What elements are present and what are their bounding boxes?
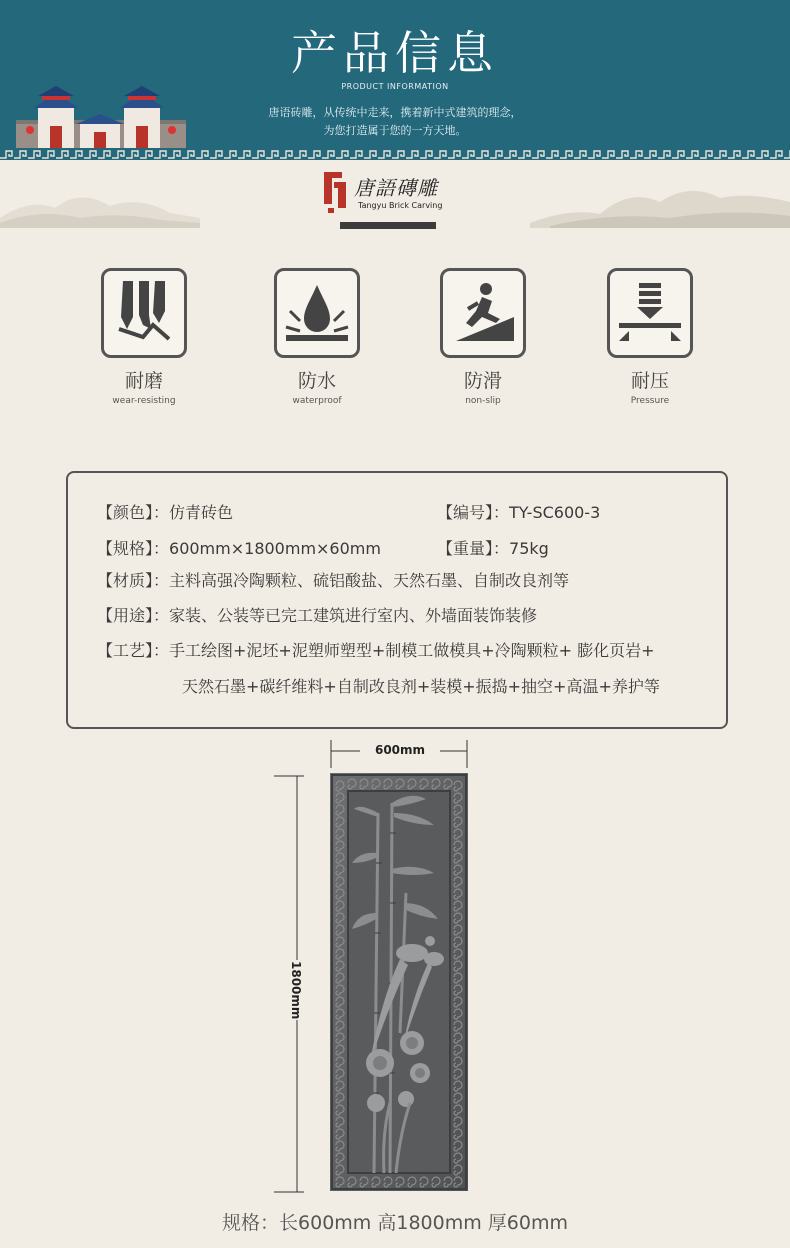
page-title: 产品信息 <box>291 26 499 80</box>
feature-pressure <box>590 268 710 406</box>
spec-caption: 规格：长600mm 高1800mm 厚60mm <box>222 1212 568 1234</box>
water-drop-icon <box>274 268 360 358</box>
description-line-1: 唐语砖雕，从传统中走来，携着新中式建筑的理念， <box>268 106 522 119</box>
brand-name-cn: 唐語磚雕 <box>354 176 438 200</box>
spec-color-value: 仿青砖色 <box>169 503 234 522</box>
feature-label-cn: 防水 <box>297 370 336 392</box>
spec-material-label: 【材质】： <box>97 571 170 590</box>
brick-carving-panel-image <box>330 773 468 1191</box>
spec-craft-label: 【工艺】： <box>97 641 170 660</box>
brand-logo-icon <box>320 168 350 214</box>
spec-weight-value: 75kg <box>509 539 549 558</box>
feature-waterproof <box>257 268 377 406</box>
brand-name-en: Tangyu Brick Carving <box>358 201 443 210</box>
feature-wear-resisting <box>84 268 204 406</box>
spec-material <box>97 568 569 591</box>
spec-usage-value: 家装、公装等已完工建筑进行室内、外墙面装饰装修 <box>169 606 538 625</box>
fret-border <box>0 148 790 160</box>
feature-label-en: Pressure <box>630 396 670 406</box>
spec-size-label: 【规格】： <box>97 539 170 558</box>
spec-size-value: 600mm×1800mm×60mm <box>169 539 381 558</box>
spec-color-label: 【颜色】： <box>97 503 170 522</box>
feature-label-cn: 耐压 <box>630 370 669 392</box>
spec-craft <box>97 638 655 661</box>
press-icon <box>607 268 693 358</box>
banner-description <box>210 104 580 140</box>
spec-code-value: TY-SC600-3 <box>509 503 601 522</box>
spec-code <box>437 500 600 523</box>
spec-usage-label: 【用途】： <box>97 606 170 625</box>
width-label: 600mm <box>360 743 440 757</box>
spec-size <box>97 536 381 559</box>
spec-color <box>97 500 233 523</box>
feature-label-en: wear-resisting <box>112 396 176 406</box>
castle-illustration <box>16 86 186 152</box>
header-banner <box>0 0 790 156</box>
feature-label-en: waterproof <box>292 396 342 406</box>
description-line-2: 为您打造属于您的一方天地。 <box>323 124 467 137</box>
spec-usage <box>97 603 537 626</box>
mountain-painting-right <box>530 178 790 228</box>
height-label: 1800mm <box>271 960 321 1020</box>
spec-material-value: 主料高强冷陶颗粒、硫铝酸盐、天然石墨、自制改良剂等 <box>169 571 570 590</box>
slipping-person-icon <box>440 268 526 358</box>
spec-craft-continued <box>182 674 660 697</box>
feature-label-cn: 防滑 <box>463 370 502 392</box>
feature-label-cn: 耐磨 <box>124 370 163 392</box>
spec-craft-value-line-2: 天然石墨+碳纤维料+自制改良剂+装模+振捣+抽空+高温+养护等 <box>182 677 660 696</box>
wear-resisting-icon <box>101 268 187 358</box>
spec-code-label: 【编号】： <box>437 503 510 522</box>
page-subtitle: PRODUCT INFORMATION <box>341 82 449 91</box>
spec-weight-label: 【重量】： <box>437 539 510 558</box>
spec-craft-value-line-1: 手工绘图+泥坯+泥塑师塑型+制模工做模具+冷陶颗粒+ 膨化页岩+ <box>169 641 655 660</box>
feature-non-slip <box>423 268 543 406</box>
mountain-painting-left <box>0 168 200 228</box>
feature-label-en: non-slip <box>465 396 501 406</box>
spec-weight <box>437 536 549 559</box>
brand-underline <box>340 222 436 229</box>
